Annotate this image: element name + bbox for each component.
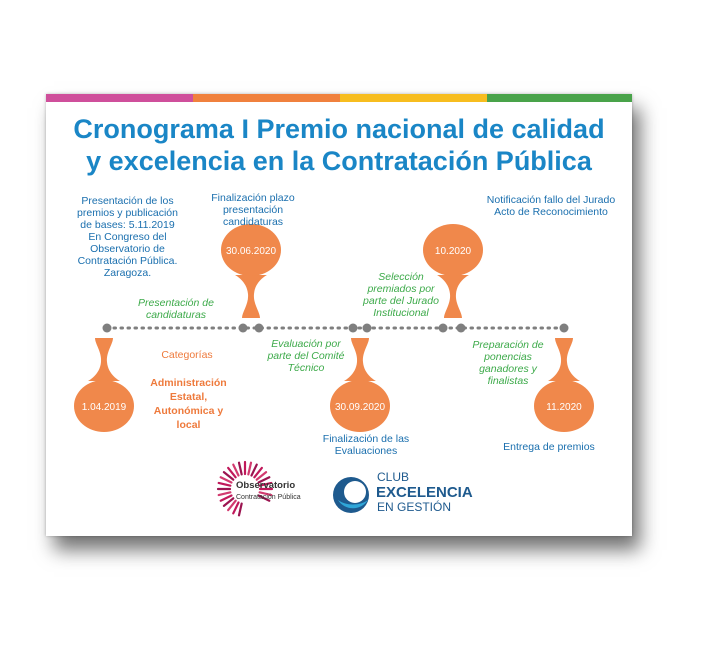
label-line: local — [176, 419, 201, 431]
club-logo-line1: CLUB — [377, 470, 410, 484]
label-line: premios y publicación — [77, 207, 178, 219]
label-line: Evaluación por — [271, 338, 341, 350]
label-preparacion — [458, 339, 558, 387]
label-seleccion — [346, 271, 456, 319]
label-line: Autonómica y — [153, 405, 224, 417]
milestone-pin-stem — [235, 275, 267, 318]
timeline-dot — [103, 324, 112, 333]
timeline-card — [46, 94, 632, 536]
milestone-date-label: 1.04.2019 — [81, 402, 127, 413]
sunburst-ray — [239, 504, 242, 516]
label-presentacion-candidaturas — [121, 297, 231, 321]
label-categorias: Categorías — [161, 349, 213, 361]
milestone-date-label: 11.2020 — [546, 402, 582, 413]
label-line: Contratación Pública. — [77, 255, 178, 267]
club-logo-line3: EN GESTIÓN — [377, 500, 452, 514]
label-entrega-premios: Entrega de premios — [503, 441, 595, 453]
label-line: parte del Comité — [267, 350, 345, 362]
label-line: candidaturas — [222, 216, 284, 228]
label-evaluacion — [251, 338, 361, 374]
timeline-dot — [349, 324, 358, 333]
label-line: Institucional — [373, 307, 429, 319]
page-title-line-1: Cronograma I Premio nacional de calidad — [73, 114, 605, 144]
label-line: parte del Jurado — [363, 295, 439, 307]
observatorio-logo-sub: Contratación Pública — [236, 494, 301, 501]
label-line: Selección — [378, 271, 424, 283]
page-title-line-2: y excelencia en la Contratación Pública — [86, 146, 592, 176]
timeline-dot — [439, 324, 448, 333]
club-logo-line2: EXCELENCIA — [376, 484, 473, 501]
label-line: de bases: 5.11.2019 — [80, 219, 175, 231]
timeline-dot — [363, 324, 372, 333]
label-line: Estatal, — [169, 391, 208, 403]
label-line: Finalización plazo — [211, 192, 295, 204]
label-line: presentación — [222, 204, 284, 216]
label-line: finalistas — [487, 375, 529, 387]
label-line: En Congreso del — [88, 231, 167, 243]
sunburst-ray — [219, 492, 231, 495]
timeline-dot — [255, 324, 264, 333]
label-line: ganadores y — [479, 363, 537, 375]
label-line: candidaturas — [145, 309, 207, 321]
milestone-date-label: 10.2020 — [434, 246, 472, 257]
sunburst-ray — [219, 483, 231, 486]
label-line: Observatorio de — [90, 243, 165, 255]
label-presentacion-premios — [60, 195, 195, 279]
label-notificacion — [476, 194, 626, 218]
label-finalizacion-plazo — [193, 192, 313, 228]
observatorio-logo-name: Observatorio — [236, 480, 296, 491]
sunburst-ray — [239, 463, 242, 475]
label-finalizacion-evaluaciones — [306, 433, 426, 457]
club-excelencia-logo-icon — [330, 474, 372, 516]
label-line: Preparación de — [472, 339, 544, 351]
milestone-pin-stem — [88, 338, 120, 381]
label-line: Técnico — [287, 362, 325, 374]
label-administracion — [141, 376, 236, 432]
label-line: Zaragoza. — [103, 267, 152, 279]
label-line: Notificación fallo del Jurado — [486, 194, 616, 206]
label-line: premiados por — [367, 283, 435, 295]
milestone-date-label: 30.06.2020 — [225, 246, 277, 257]
timeline-dot — [560, 324, 569, 333]
milestone-date-label: 30.09.2020 — [334, 402, 386, 413]
timeline-dot — [457, 324, 466, 333]
label-line: Evaluaciones — [334, 445, 398, 457]
sunburst-ray — [248, 463, 251, 475]
label-line: Finalización de las — [322, 433, 410, 445]
label-line: Acto de Reconocimiento — [494, 206, 608, 218]
label-line: ponencias — [484, 351, 532, 363]
label-line: Administración — [150, 377, 227, 389]
timeline-dot — [239, 324, 248, 333]
label-line: Presentación de — [138, 297, 214, 309]
label-line: Presentación de los — [81, 195, 174, 207]
